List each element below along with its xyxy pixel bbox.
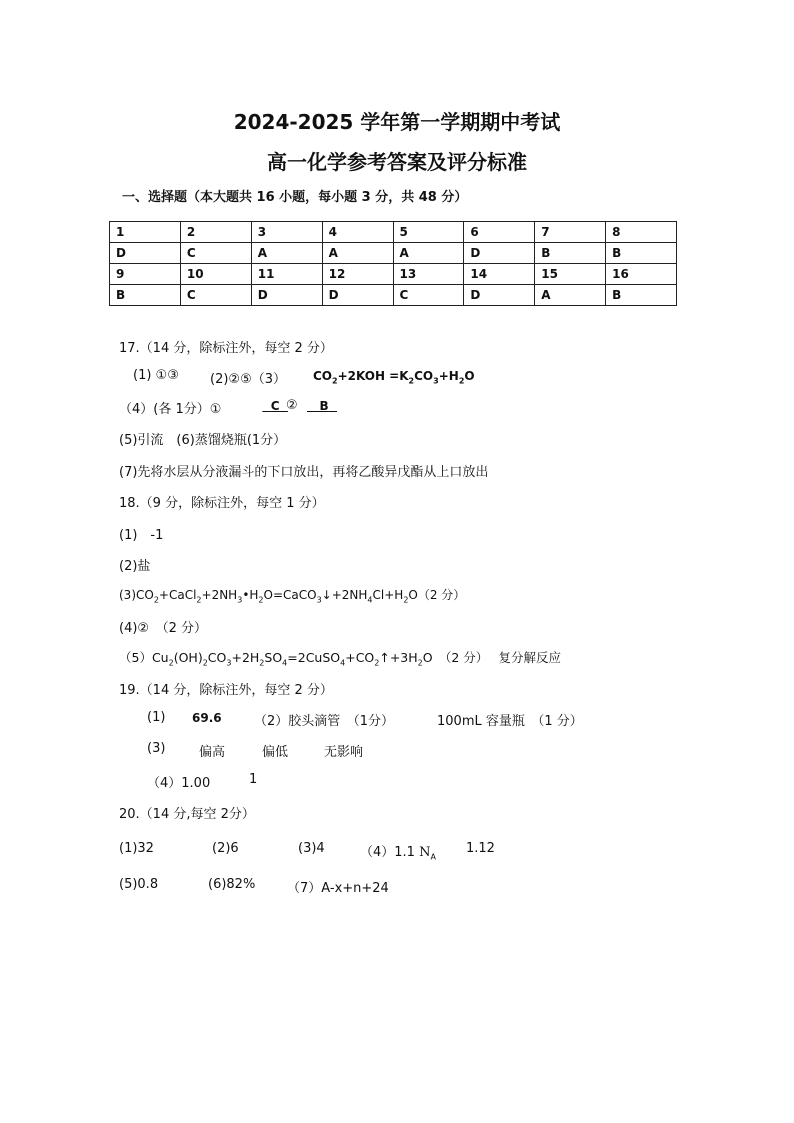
q19-answer-1-label: (1) <box>147 710 166 725</box>
q19-heading: 19.（14 分，除标注外，每空 2 分） <box>119 683 333 698</box>
answer-table-cell: 11 <box>251 264 322 285</box>
page-subtitle: 高一化学参考答案及评分标准 <box>267 150 527 174</box>
q19-answer-3c: 无影响 <box>324 745 364 760</box>
q20-answer-5: (5)0.8 <box>119 877 159 892</box>
q18-answer-2: (2)盐 <box>119 559 151 574</box>
answer-table-cell: 16 <box>606 264 677 285</box>
q19-answer-2b: 100mL 容量瓶 （1 分） <box>437 714 583 729</box>
answer-table-cell: A <box>535 285 606 306</box>
answer-table-cell: B <box>110 285 181 306</box>
answer-table <box>109 221 677 306</box>
answer-table-number-row <box>110 222 677 243</box>
answer-table-cell: B <box>535 243 606 264</box>
q19-answer-4b: 1 <box>249 772 258 787</box>
q18-heading: 18.（9 分，除标注外，每空 1 分） <box>119 496 325 511</box>
q17-answer-2-3: (2)②⑤（3） <box>210 372 286 387</box>
answer-table-answer-row <box>110 285 677 306</box>
q19-answer-3-label: (3) <box>147 741 166 756</box>
answer-table-cell: A <box>393 243 464 264</box>
answer-table-answer-row <box>110 243 677 264</box>
answer-table-cell: 6 <box>464 222 535 243</box>
q19-answer-3b: 偏低 <box>262 745 289 760</box>
q17-answer-4-label: （4）(各 1分）① <box>119 402 222 417</box>
q18-answer-5: $(5)Cu_2(OH)_2CO_3+2H_2SO_4=2CuSO_4+CO_2↑+3H_2O$ （2 分） 复分解反应 <box>119 650 562 668</box>
q19-answer-3a: 偏高 <box>199 745 226 760</box>
q18-answer-1: (1) -1 <box>119 528 164 543</box>
answer-table-cell: 3 <box>251 222 322 243</box>
answer-table-cell: 12 <box>322 264 393 285</box>
q20-answer-1: (1)32 <box>119 841 154 856</box>
q18-answer-4: (4)② （2 分） <box>119 621 207 636</box>
q20-answer-3: (3)4 <box>298 841 325 856</box>
answer-table-cell: 13 <box>393 264 464 285</box>
answer-table-cell: 9 <box>110 264 181 285</box>
q20-heading: 20.（14 分,每空 2分） <box>119 807 255 822</box>
answer-table-cell: 7 <box>535 222 606 243</box>
answer-table-cell: C <box>180 243 251 264</box>
page-title: 2024-2025 学年第一学期期中考试 <box>233 110 561 134</box>
q17-heading: 17.（14 分，除标注外，每空 2 分） <box>119 341 333 356</box>
q17-answer-1: (1) ①③ <box>133 368 179 383</box>
answer-table-cell: D <box>251 285 322 306</box>
answer-table-cell: A <box>322 243 393 264</box>
answer-table-cell: D <box>464 243 535 264</box>
q20-answer-4: （4）1.1 $N_A$ <box>360 845 436 862</box>
answer-table-cell: 8 <box>606 222 677 243</box>
q20-answer-7: （7）A-x+n+24 <box>287 881 389 896</box>
q17-answer-4-mark-2: ② <box>286 398 298 413</box>
answer-table-cell: 14 <box>464 264 535 285</box>
q19-answer-2: （2）胶头滴管 （1分） <box>254 714 395 729</box>
answer-table-number-row <box>110 264 677 285</box>
answer-table-cell: 5 <box>393 222 464 243</box>
answer-table-cell: 4 <box>322 222 393 243</box>
q19-answer-4a: （4）1.00 <box>147 776 211 791</box>
q17-answer-4-blank-2: B <box>319 399 329 413</box>
answer-table-cell: 1 <box>110 222 181 243</box>
answer-table-cell: B <box>606 243 677 264</box>
q17-answer-5-6: (5)引流 (6)蒸馏烧瓶(1分） <box>119 433 287 448</box>
q17-answer-4-blank-1: C <box>270 399 280 413</box>
answer-table-cell: 2 <box>180 222 251 243</box>
answer-table-cell: B <box>606 285 677 306</box>
answer-table-cell: 15 <box>535 264 606 285</box>
answer-table-cell: A <box>251 243 322 264</box>
answer-table-cell: D <box>110 243 181 264</box>
q20-answer-4b: 1.12 <box>466 841 495 856</box>
answer-table-cell: D <box>322 285 393 306</box>
q20-answer-6: (6)82% <box>208 877 256 892</box>
q18-answer-3: $(3)CO_2+CaCl_2+2NH_3•H_2O=CaCO_3↓+2NH_4Cl+H_2O(2$ 分） <box>119 588 466 605</box>
q17-equation: $CO_2+2KOH =K_2CO_3+H_2O$ <box>313 369 475 386</box>
answer-table-cell: 10 <box>180 264 251 285</box>
q20-answer-2: (2)6 <box>212 841 239 856</box>
answer-table-cell: C <box>180 285 251 306</box>
answer-table-cell: C <box>393 285 464 306</box>
q17-answer-7: (7)先将水层从分液漏斗的下口放出，再将乙酸异戊酯从上口放出 <box>119 465 489 480</box>
q19-answer-1-value: 69.6 <box>192 711 222 725</box>
section-1-heading: 一、选择题（本大题共 16 小题，每小题 3 分，共 48 分） <box>122 190 468 205</box>
answer-table-cell: D <box>464 285 535 306</box>
